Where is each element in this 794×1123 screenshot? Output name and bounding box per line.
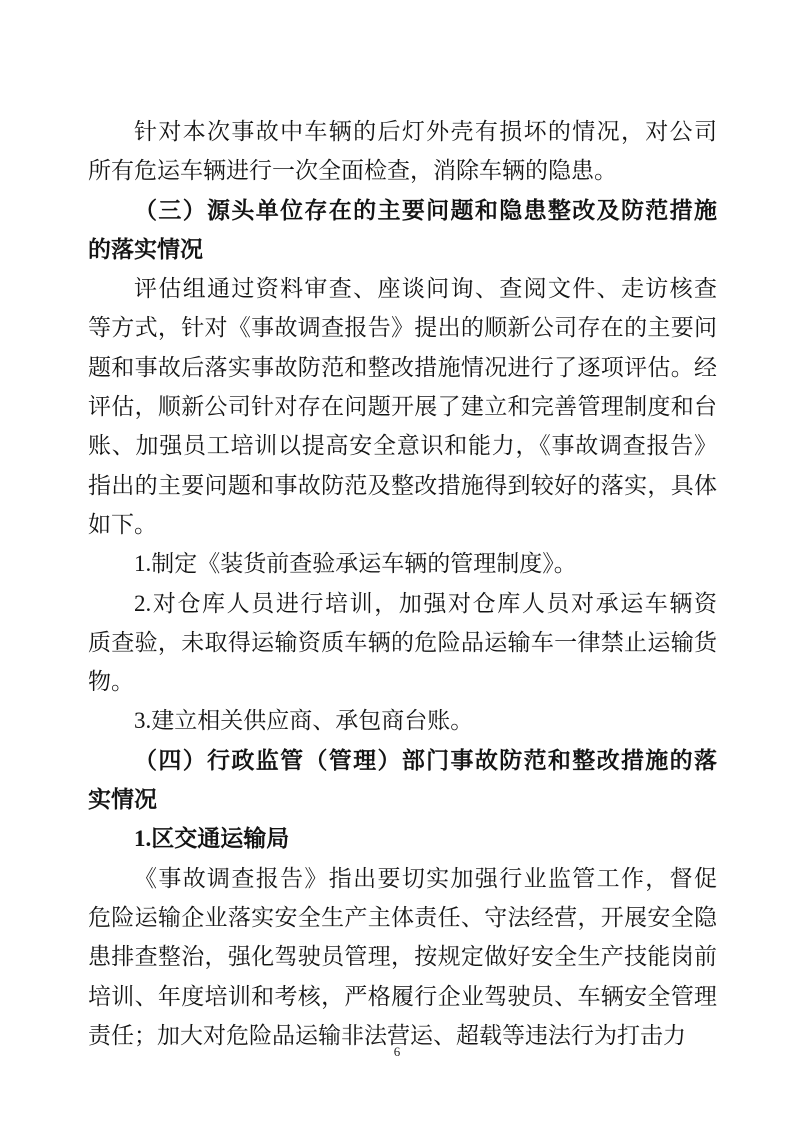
heading-line: 实情况 [88, 787, 157, 813]
body-line: 2.对仓库人员进行培训，加强对仓库人员对承运车辆资 [134, 590, 717, 616]
paragraph [88, 859, 717, 1055]
body-line: 评估组通过资料审查、座谈问询、查阅文件、走访核查 [134, 276, 717, 302]
body-line: 危险运输企业落实安全生产主体责任、守法经营，开展安全隐 [88, 904, 717, 930]
body-line: 账、加强员工培训以提高安全意识和能力，《事故调查报告》 [88, 433, 717, 459]
body-line: 等方式，针对《事故调查报告》提出的顺新公司存在的主要问 [88, 315, 717, 341]
body-line: 所有危运车辆进行一次全面检查，消除车辆的隐患。 [88, 158, 617, 184]
body-line: 题和事故后落实事故防范和整改措施情况进行了逐项评估。经 [88, 354, 717, 380]
body-line: 如下。 [88, 511, 157, 537]
body-line: 评估，顺新公司针对存在问题开展了建立和完善管理制度和台 [88, 394, 717, 420]
section-heading [88, 191, 717, 270]
page-number: 6 [393, 1044, 401, 1059]
body-line: 质查验，未取得运输资质车辆的危险品运输车一律禁止运输货 [88, 629, 717, 655]
heading-line: （三）源头单位存在的主要问题和隐患整改及防范措施 [134, 197, 717, 223]
body-line: 责任；加大对危险品运输非法营运、超载等违法行为打击力 [88, 1022, 686, 1048]
paragraph [88, 112, 717, 191]
body-line: 针对本次事故中车辆的后灯外壳有损坏的情况，对公司 [134, 119, 717, 144]
list-item [88, 701, 717, 740]
heading-line: 1.区交通运输局 [134, 826, 290, 852]
document-body [88, 112, 717, 1055]
body-line: 培训、年度培训和考核，严格履行企业驾驶员、车辆安全管理 [88, 983, 717, 1009]
paragraph [88, 269, 717, 544]
section-heading [88, 741, 717, 820]
body-line: 患排查整治，强化驾驶员管理，按规定做好安全生产技能岗前 [88, 944, 717, 970]
section-heading [88, 819, 717, 858]
body-line: 1.制定《装货前查验承运车辆的管理制度》。 [134, 551, 577, 577]
body-line: 指出的主要问题和事故防范及整改措施得到较好的落实，具体 [88, 472, 717, 498]
body-line: 3.建立相关供应商、承包商台账。 [134, 708, 474, 734]
body-line: 《事故调查报告》指出要切实加强行业监管工作，督促 [134, 865, 717, 891]
heading-line: 的落实情况 [88, 236, 203, 262]
list-item [88, 584, 717, 702]
list-item [88, 544, 717, 583]
heading-line: （四）行政监管（管理）部门事故防范和整改措施的落 [134, 747, 717, 773]
body-line: 物。 [88, 669, 134, 695]
